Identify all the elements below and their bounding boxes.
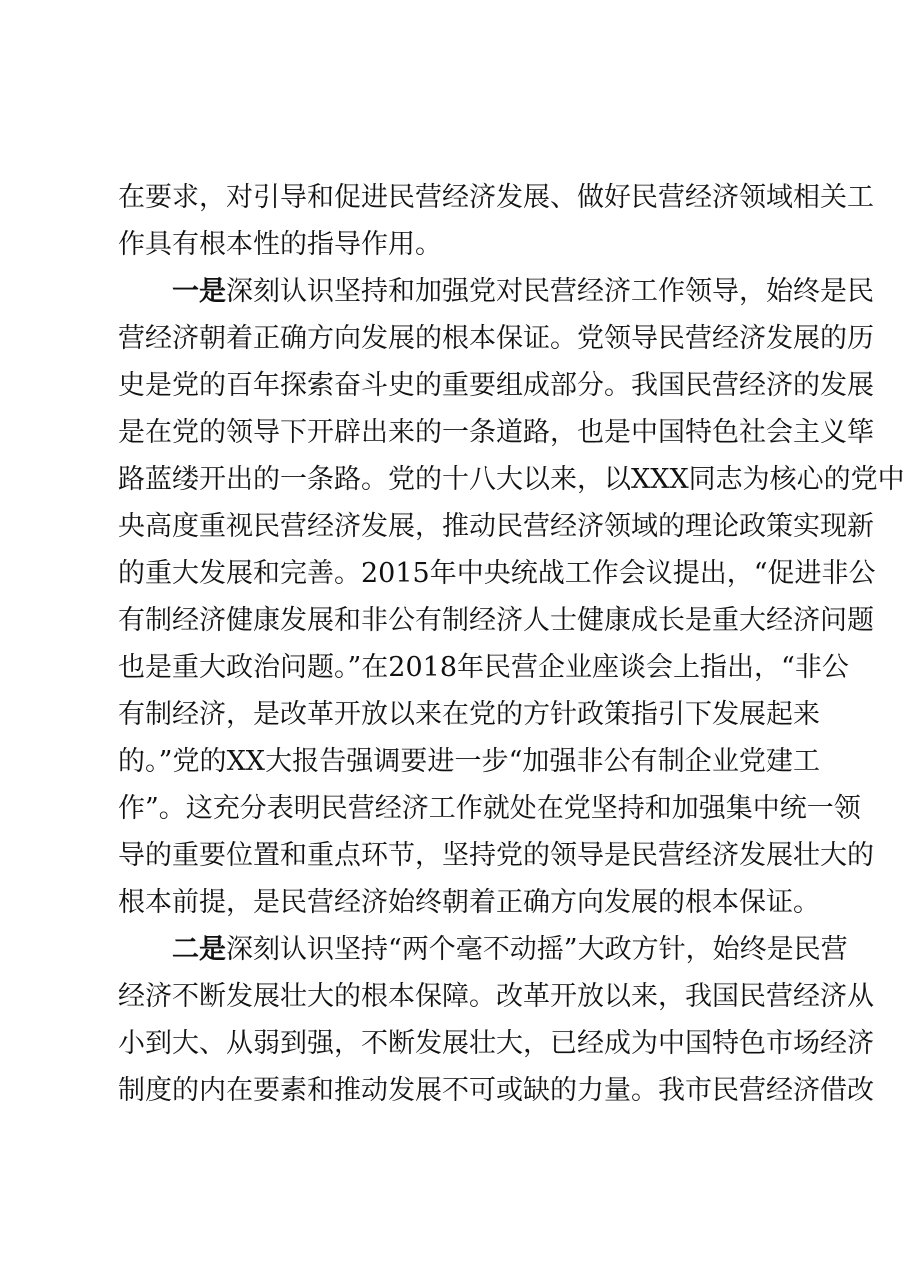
- text-line: 路蓝缕开出的一条路。党的十八大以来，以XXX同志为核心的党中: [118, 464, 905, 495]
- paragraph-lead-label: 一是: [172, 276, 226, 307]
- text-line: 根本前提，是民营经济始终朝着正确方向发展的根本保证。: [118, 887, 820, 918]
- text-line: 营经济朝着正确方向发展的根本保证。党领导民营经济发展的历: [118, 323, 874, 354]
- text-line: 有制经济健康发展和非公有制经济人士健康成长是重大经济问题: [118, 605, 874, 636]
- paragraph-lead-label: 二是: [172, 934, 226, 965]
- paragraph-first-line: [118, 268, 874, 315]
- text-line: 导的重要位置和重点环节，坚持党的领导是民营经济发展壮大的: [118, 840, 874, 871]
- body-text: [118, 174, 905, 1114]
- text-line: 经济不断发展壮大的根本保障。改革开放以来，我国民营经济从: [118, 981, 874, 1012]
- text-line: 是在党的领导下开辟出来的一条道路，也是中国特色社会主义筚: [118, 417, 874, 448]
- text-span: 深刻认识坚持和加强党对民营经济工作领导，始终是民: [226, 276, 874, 307]
- text-line: 作具有根本性的指导作用。: [118, 229, 442, 260]
- text-line: 作”。这充分表明民营经济工作就处在党坚持和加强集中统一领: [118, 793, 861, 824]
- text-line: 的。”党的XX大报告强调要进一步“加强非公有制企业党建工: [118, 746, 820, 777]
- text-line: 央高度重视民营经济发展，推动民营经济领域的理论政策实现新: [118, 511, 874, 542]
- text-line: 在要求，对引导和促进民营经济发展、做好民营经济领域相关工: [118, 182, 874, 213]
- text-line: 也是重大政治问题。”在2018年民营企业座谈会上指出，“非公: [118, 652, 849, 683]
- text-line: 史是党的百年探索奋斗史的重要组成部分。我国民营经济的发展: [118, 370, 874, 401]
- paragraph-first-line: [118, 926, 848, 973]
- text-line: 有制经济，是改革开放以来在党的方针政策指引下发展起来: [118, 699, 820, 730]
- text-line: 小到大、从弱到强，不断发展壮大，已经成为中国特色市场经济: [118, 1028, 874, 1059]
- text-span: 深刻认识坚持“两个毫不动摇”大政方针，始终是民营: [226, 934, 848, 965]
- text-line: 制度的内在要素和推动发展不可或缺的力量。我市民营经济借改: [118, 1075, 874, 1106]
- text-line: 的重大发展和完善。2015年中央统战工作会议提出，“促进非公: [118, 558, 876, 589]
